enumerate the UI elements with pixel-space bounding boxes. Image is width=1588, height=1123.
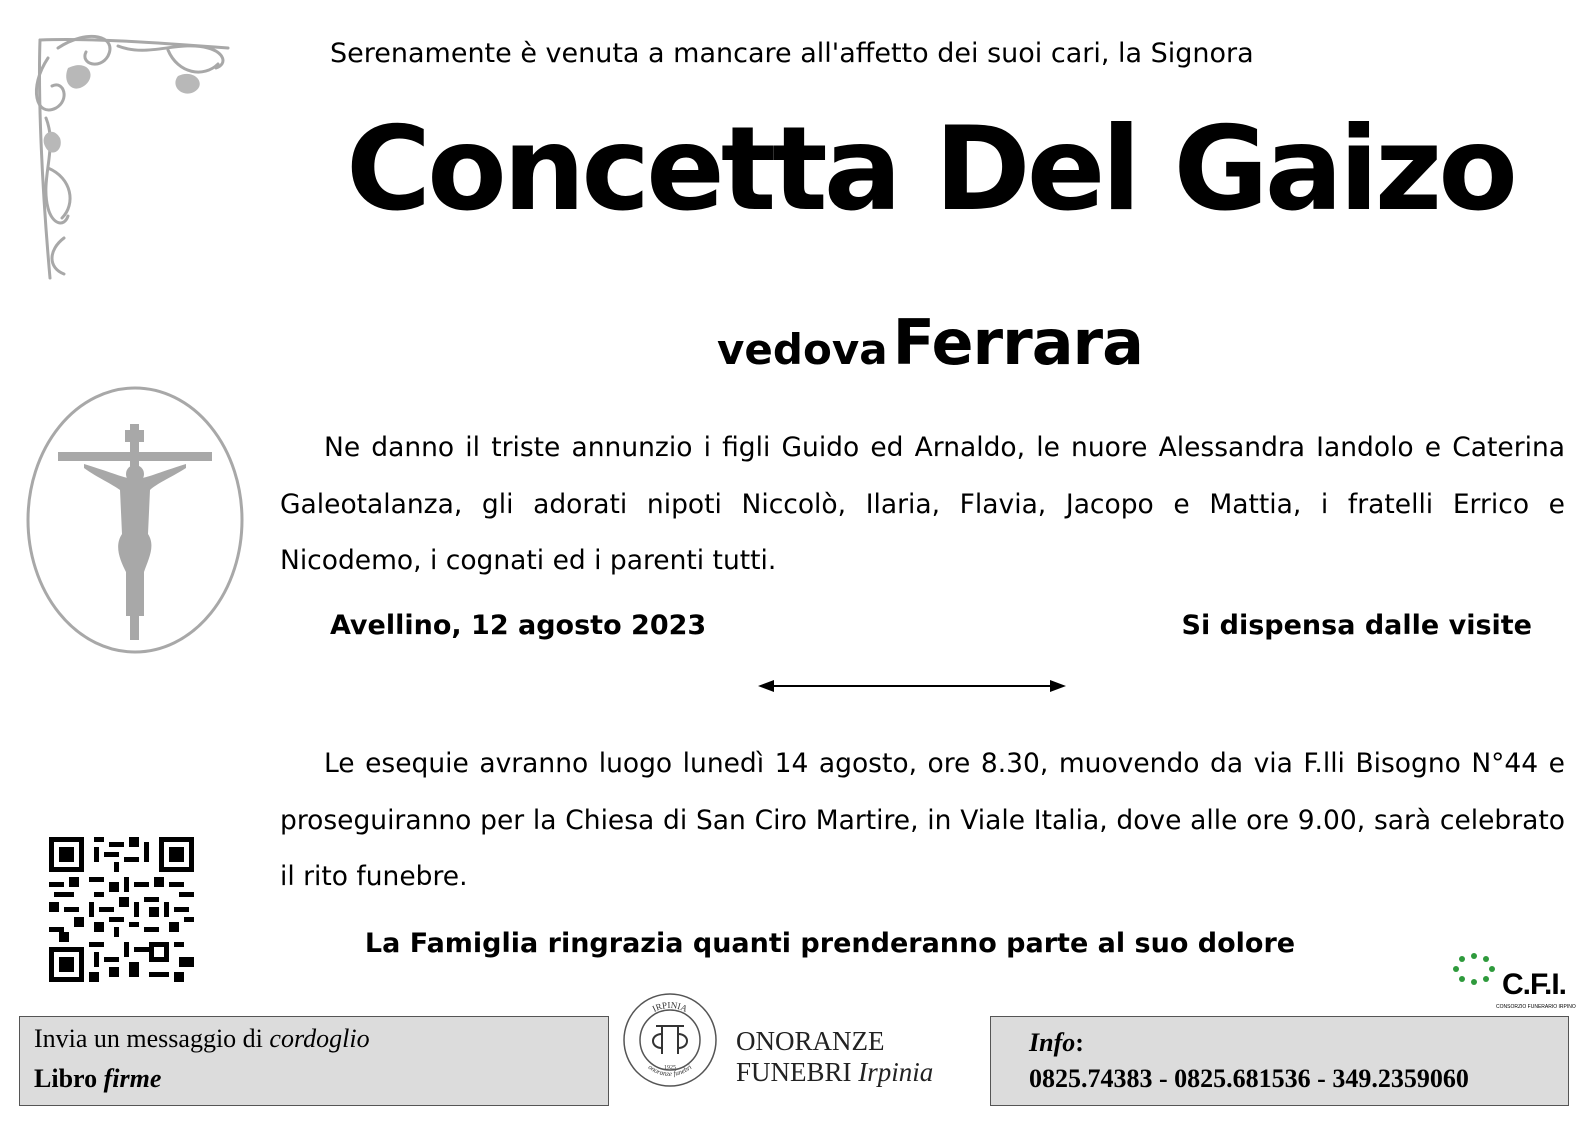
brand-word-irpinia: Irpinia — [858, 1057, 934, 1087]
guestbook-word: firme — [103, 1064, 162, 1093]
cfi-subtitle: CONSORZIO FUNERARIO IRPINO — [1496, 1004, 1576, 1010]
svg-text:IRPINIA — [651, 1000, 690, 1014]
condolence-word: cordoglio — [269, 1024, 370, 1053]
logo-bottom-text: onoranze funebri — [646, 1063, 694, 1079]
info-title: Info: — [1029, 1028, 1084, 1057]
crucifix-icon — [24, 384, 246, 656]
guestbook-prefix: Libro — [34, 1064, 98, 1093]
corner-flourish-icon — [28, 28, 238, 283]
ofi-logo-icon — [620, 990, 720, 1090]
phone-numbers[interactable]: 0825.74383 - 0825.681536 - 349.2359060 — [1029, 1064, 1469, 1093]
married-name: Ferrara — [892, 306, 1143, 379]
guestbook-link[interactable] — [34, 1059, 608, 1099]
condolence-link[interactable] — [34, 1019, 608, 1059]
brand-line-2 — [736, 1057, 933, 1088]
intro-line: Serenamente è venuta a mancare all'affetto dei suoi cari, la Signora — [330, 38, 1254, 69]
cfi-logo-icon — [1444, 951, 1504, 987]
funeral-paragraph: Le esequie avranno luogo lunedì 14 agosto, ore 8.30, muovendo da via F.lli Bisogno N°44 e proseguiranno per la Chiesa di San Ciro Martire, in Viale Italia, dove alle ore 9.00, sarà celebrato il rito funebre. — [280, 748, 1565, 892]
condolence-prefix: Invia un messaggio di — [34, 1024, 263, 1053]
thanks-line: La Famiglia ringrazia quanti prenderanno parte al suo dolore — [364, 928, 1296, 959]
family-paragraph: Ne danno il triste annunzio i figli Guido ed Arnaldo, le nuore Alessandra Iandolo e Caterina Galeotalanza, gli adorati nipoti Niccolò, Ilaria, Flavia, Jacopo e Mattia, i fratelli Errico e Nicodemo, i cognati ed i parenti tutti. — [280, 432, 1565, 576]
no-visits-note: Si dispensa dalle visite — [1181, 610, 1532, 641]
condolence-box[interactable] — [19, 1016, 609, 1106]
brand-word-funebri: FUNEBRI — [736, 1057, 852, 1087]
married-name-line — [330, 306, 1530, 379]
place-date: Avellino, 12 agosto 2023 — [330, 610, 707, 641]
widow-prefix: vedova — [717, 325, 888, 374]
double-arrow-icon — [758, 677, 1066, 695]
info-box — [990, 1016, 1569, 1106]
qr-code-icon — [49, 837, 194, 982]
cfi-name: C.F.I. — [1502, 968, 1567, 1001]
brand-line-1: ONORANZE — [736, 1026, 885, 1056]
info-label: Info — [1029, 1028, 1076, 1057]
logo-year: 1925 — [664, 1065, 676, 1071]
brand-name — [736, 1026, 933, 1088]
logo-top-text: IRPINIA — [650, 999, 690, 1014]
deceased-name: Concetta Del Gaizo — [346, 102, 1514, 237]
